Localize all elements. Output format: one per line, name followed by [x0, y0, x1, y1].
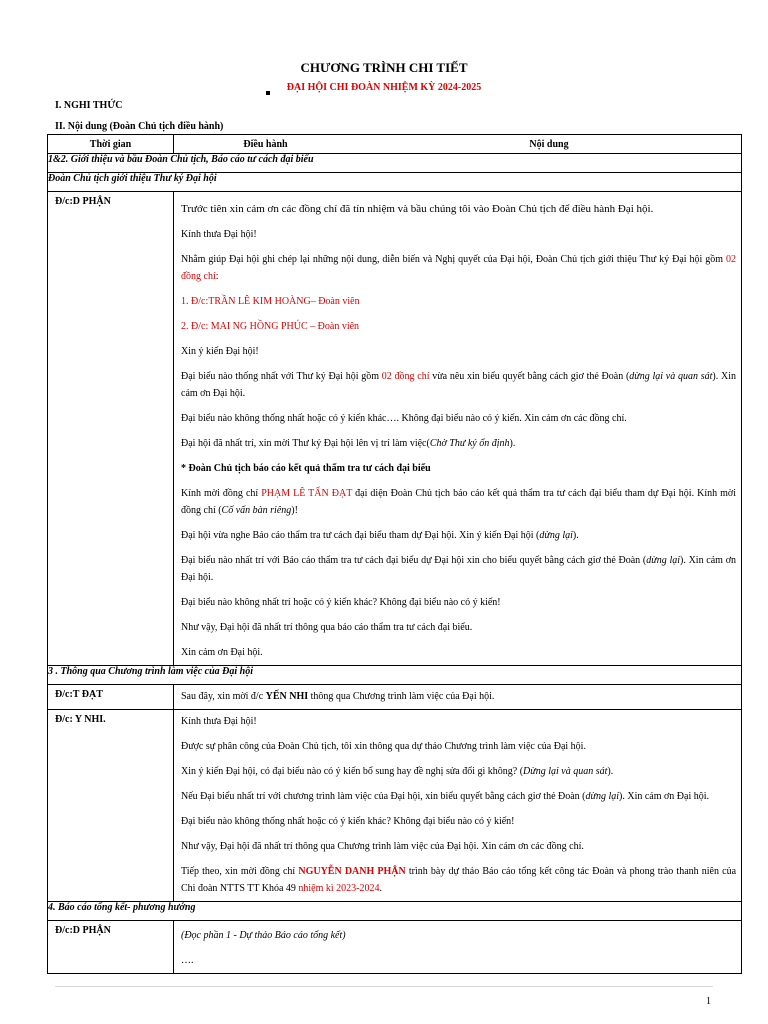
paragraph: Đại biểu nào không thống nhất hoặc có ý kiến khác…. Không đại biểu nào có ý kiến. Xin cảm ơn các đồng chí. [181, 413, 627, 424]
text-run: Sau đây, xin mời đ/c [181, 691, 266, 702]
highlight-text: nhiệm kì 2023-2024 [298, 883, 380, 894]
table-row [48, 192, 742, 666]
text-run: Xin ý kiến Đại hội, có đại biểu nào có ý kiến bổ sung hay đề nghị sửa đổi gì không? ( [181, 766, 524, 777]
highlight-text: PHẠM LÊ TẤN ĐẠT [261, 488, 353, 499]
content-cell [174, 921, 742, 974]
header-cells [174, 135, 742, 154]
text-run: : [215, 271, 219, 282]
paragraph: Như vậy, Đại hội đã nhất trí thông qua Chương trình làm việc của Đại hội. Xin cảm ơn các đồng chí. [181, 841, 584, 852]
paragraph: (Đọc phần 1 - Dự thảo Báo cáo tổng kết) [181, 930, 346, 941]
text-run: ). Xin cảm ơn Đại hội. [181, 371, 736, 399]
text-run: Đại biểu nào thống nhất với Thư ký Đại hội gồm [181, 371, 382, 382]
text-run: vừa nêu xin biểu quyết bằng cách giơ thẻ Đoàn ( [429, 371, 630, 382]
speaker-cell: Đ/c:T ĐẠT [48, 685, 174, 710]
table-row [48, 921, 742, 974]
text-run: Đại hội đã nhất trí, xin mời Thư ký Đại hội lên vị trí làm việc( [181, 438, 430, 449]
text-run: đại diện Đoàn Chủ tịch báo cáo kết quả thẩm tra tư cách đại biểu tham dự Đại hội. Kính mời đồng chí ( [181, 488, 736, 516]
section-row-label: Đoàn Chủ tịch giới thiệu Thư ký Đại hội [48, 173, 742, 192]
highlight-text: 02 đồng chí [181, 254, 736, 282]
section-row-label: 4. Báo cáo tổng kết- phương hướng [48, 902, 742, 921]
section-row [48, 154, 742, 173]
italic-note: Cố vấn bàn riêng [221, 505, 292, 516]
page-number: 1 [706, 996, 711, 1007]
table-row [48, 685, 742, 710]
section-row [48, 902, 742, 921]
italic-note: dừng lại [646, 555, 680, 566]
italic-note: dừng lại [539, 530, 573, 541]
text-run: thông qua Chương trình làm việc của Đại hội. [308, 691, 495, 702]
paragraph: Trước tiên xin cảm ơn các đồng chí đã tín nhiệm và bầu chúng tôi vào Đoàn Chủ tịch để điều hành Đại hội. [181, 203, 654, 215]
paragraph: …. [181, 955, 194, 966]
content-cell [174, 192, 742, 666]
text-run: ). Xin cảm ơn Đại hội. [619, 791, 710, 802]
paragraph: Được sự phân công của Đoàn Chủ tịch, tôi xin thông qua dự thảo Chương trình làm việc của Đại hội. [181, 741, 586, 752]
speaker-cell: Đ/c:D PHẬN [48, 192, 174, 666]
paragraph: Kính thưa Đại hội! [181, 716, 257, 727]
table-row [48, 710, 742, 902]
paragraph: Đại biểu nào không nhất trí hoặc có ý kiến khác? Không đại biểu nào có ý kiến! [181, 597, 501, 608]
text-run: ). [572, 530, 579, 541]
paragraph: Kính thưa Đại hội! [181, 229, 257, 240]
footer-divider [55, 986, 713, 987]
paragraph [181, 552, 736, 586]
paragraph: Như vậy, Đại hội đã nhất trí thông qua báo cáo thẩm tra tư cách đại biểu. [181, 622, 473, 633]
section-heading-2: II. Nội dung (Đoàn Chủ tịch điều hành) [55, 121, 224, 132]
content-cell [174, 710, 742, 902]
text-run: ). [607, 766, 614, 777]
paragraph [181, 485, 736, 519]
header-content: Nội dung [529, 138, 569, 150]
paragraph [181, 527, 736, 544]
header-operator: Điều hành [243, 138, 288, 150]
text-run: ). [509, 438, 516, 449]
text-run: Nhằm giúp Đại hội ghi chép lại những nội dung, diễn biến và Nghị quyết của Đại hội, Đoàn Chủ tịch giới thiệu Thư ký Đại hội gồm [181, 254, 726, 265]
bullet-mark [266, 91, 270, 95]
text-run: Đại hội vừa nghe Báo cáo thẩm tra tư cách đại biểu tham dự Đại hội. Xin ý kiến Đại hội ( [181, 530, 540, 541]
paragraph: Xin cảm ơn Đại hội. [181, 647, 263, 658]
speaker-cell: Đ/c: Y NHI. [48, 710, 174, 902]
section-row [48, 173, 742, 192]
secretary-item: 2. Đ/c: MAI NG HỒNG PHÚC – Đoàn viên [181, 321, 360, 332]
italic-note: dừng lại [585, 791, 620, 802]
paragraph [181, 435, 736, 452]
speaker-cell: Đ/c:D PHẬN [48, 921, 174, 974]
header-time: Thời gian [48, 135, 174, 154]
text-run: Tiếp theo, xin mời đồng chí [181, 866, 299, 877]
highlight-name: NGUYỄN DANH PHẬN [298, 866, 406, 877]
italic-note: Chờ Thư ký ổn định [429, 438, 510, 449]
paragraph: Xin ý kiến Đại hội! [181, 346, 259, 357]
section-row-label: 1&2. Giới thiệu và bầu Đoàn Chủ tịch, Báo cáo tư cách đại biểu [48, 154, 742, 173]
italic-note: Dừng lại và quan sát [523, 766, 608, 777]
text-run: Đại biểu nào nhất trí với Báo cáo thẩm tra tư cách đại biểu dự Đại hội xin cho biểu quyết bằng cách giơ thẻ Đoàn ( [181, 555, 647, 566]
content-cell [174, 685, 742, 710]
text-run: ). Xin cảm ơn Đại hội. [181, 555, 736, 583]
paragraph: Đại biểu nào không thống nhất hoặc có ý kiến khác? Không đại biểu nào có ý kiến! [181, 816, 515, 827]
secretary-item: 1. Đ/c:TRẦN LÊ KIM HOÀNG– Đoàn viên [181, 296, 360, 307]
paragraph [181, 368, 736, 402]
text-run: . [379, 883, 383, 894]
section-heading-1: I. NGHI THỨC [55, 100, 123, 111]
section-row-label: 3 . Thông qua Chương trình làm việc của Đại hội [48, 666, 742, 685]
program-table [47, 134, 742, 974]
italic-note: dừng lại và quan sát [629, 371, 713, 382]
text-run: Nếu Đại biểu nhất trí với chương trình làm việc của Đại hội, xin biểu quyết bằng cách giơ thẻ Đoàn ( [181, 791, 586, 802]
bold-name: YẾN NHI [265, 691, 309, 702]
paragraph [181, 251, 736, 285]
paragraph [181, 788, 736, 805]
table-header-row [48, 135, 742, 154]
text-run: Kính mời đồng chí [181, 488, 262, 499]
text-run: trình bày dự thảo Báo cáo tổng kết công tác Đoàn và phong trào thanh niên của Chi đoàn NTTS TT Khóa 49 [181, 866, 737, 894]
highlight-text: 02 đồng chí [381, 371, 430, 382]
text-run: )! [291, 505, 298, 516]
paragraph [181, 688, 736, 705]
document-title: CHƯƠNG TRÌNH CHI TIẾT [300, 60, 468, 75]
document-subtitle: ĐẠI HỘI CHI ĐOÀN NHIỆM KỲ 2024-2025 [286, 82, 482, 93]
section-row [48, 666, 742, 685]
paragraph [181, 863, 736, 897]
subsection-heading: * Đoàn Chủ tịch báo cáo kết quả thẩm tra tư cách đại biểu [181, 463, 431, 474]
paragraph [181, 763, 736, 780]
